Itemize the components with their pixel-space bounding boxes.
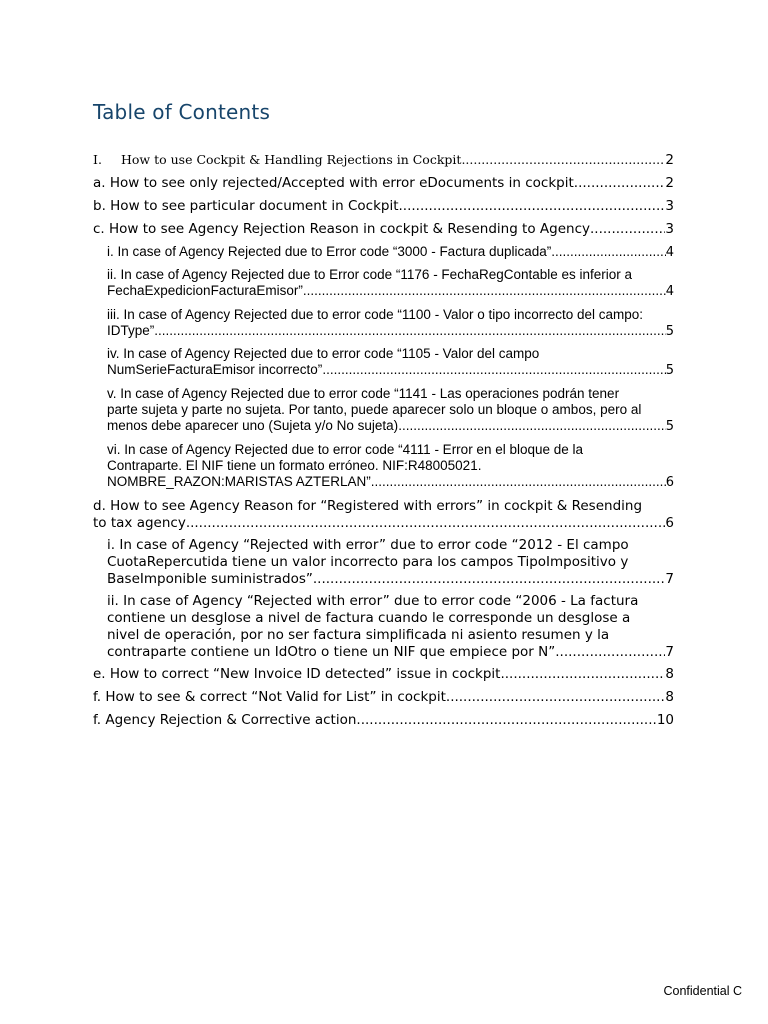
dot-leader bbox=[398, 418, 666, 434]
toc-entry-f-not-valid[interactable] bbox=[93, 689, 674, 706]
toc-entry-d[interactable] bbox=[93, 498, 674, 532]
toc-entry-c-iv[interactable] bbox=[107, 346, 674, 379]
dot-leader bbox=[356, 712, 656, 729]
toc-entry-page: 5 bbox=[665, 419, 674, 434]
toc-entry-page: 3 bbox=[665, 221, 674, 237]
dot-leader bbox=[399, 198, 666, 215]
dot-leader bbox=[371, 474, 666, 490]
toc-entry-line: menos debe aparecer uno (Sujeta y/o No sujeta) bbox=[107, 418, 399, 433]
toc-entry-line: ii. In case of Agency “Rejected with error” due to error code “2006 - La factura bbox=[107, 593, 639, 609]
toc-entry-c[interactable] bbox=[93, 221, 674, 238]
dot-leader bbox=[303, 283, 666, 299]
toc-entry-line: NumSerieFacturaEmisor incorrecto” bbox=[107, 362, 323, 377]
dot-leader bbox=[313, 571, 666, 588]
toc-entry-title: How to use Cockpit & Handling Rejections in Cockpit bbox=[121, 152, 462, 167]
toc-entry-c-i[interactable] bbox=[107, 244, 674, 261]
toc-entry-d-i[interactable] bbox=[107, 537, 674, 588]
toc-entry-line: contiene un desglose a nivel de factura cuando le corresponde un desglose a bbox=[107, 610, 631, 626]
toc-entry-line: nivel de operación, por no ser factura simplificada ni asiento resumen y la bbox=[107, 627, 610, 643]
toc-entry-b[interactable] bbox=[93, 198, 674, 215]
dot-leader bbox=[590, 221, 665, 238]
toc-entry-c-iii[interactable] bbox=[107, 307, 674, 340]
toc-entry-page: 10 bbox=[656, 712, 674, 728]
dot-leader bbox=[500, 666, 665, 683]
toc-entry-page: 8 bbox=[665, 689, 674, 705]
dot-leader bbox=[555, 244, 666, 260]
dot-leader bbox=[555, 644, 665, 661]
toc-entry-line: parte sujeta y parte no sujeta. Por tanto, puede aparecer solo un bloque o ambos, pero al bbox=[107, 402, 642, 417]
dot-leader bbox=[450, 689, 665, 706]
dot-leader bbox=[186, 515, 666, 532]
toc-entry-page: 2 bbox=[665, 152, 674, 168]
toc-entry-c-v[interactable] bbox=[107, 386, 674, 435]
toc-entry-line: BaseImponible suministrados” bbox=[107, 571, 313, 587]
toc-entry-page: 6 bbox=[665, 515, 674, 531]
toc-entry-d-ii[interactable] bbox=[107, 593, 674, 661]
toc-entry-f-agency-rejection[interactable] bbox=[93, 712, 674, 729]
toc-entry-line: f. How to see & correct “Not Valid for List” in cockpit. bbox=[93, 689, 451, 705]
toc-entry-page: 4 bbox=[665, 284, 674, 299]
toc-entry-page: 4 bbox=[665, 245, 674, 260]
confidentiality-footer: Confidential C bbox=[663, 984, 742, 998]
toc-entry-line: d. How to see Agency Reason for “Registered with errors” in cockpit & Resending bbox=[93, 498, 643, 514]
toc-heading: Table of Contents bbox=[93, 100, 271, 124]
toc-entry-line: Contraparte. El NIF tiene un formato erróneo. NIF:R48005021. bbox=[107, 458, 482, 473]
toc-entry-title: b. How to see particular document in Cockpit bbox=[93, 198, 399, 214]
toc-entry-line: contraparte contiene un IdOtro o tiene un NIF que empiece por N” bbox=[107, 644, 556, 660]
dot-leader bbox=[461, 152, 665, 167]
toc-entry-c-vi[interactable] bbox=[107, 442, 674, 491]
toc-entry-a[interactable] bbox=[93, 175, 674, 192]
toc-entry-line: IDType” bbox=[107, 323, 155, 338]
toc-entry-page: 8 bbox=[665, 666, 674, 682]
toc-entry-line: vi. In case of Agency Rejected due to error code “4111 - Error en el bloque de la bbox=[107, 442, 584, 457]
toc-entry-line: v. In case of Agency Rejected due to error code “1141 - Las operaciones podrán tener bbox=[107, 386, 620, 401]
toc-entry-page: 7 bbox=[665, 571, 674, 587]
dot-leader bbox=[154, 323, 665, 339]
toc-entry-line: FechaExpedicionFacturaEmisor” bbox=[107, 283, 303, 298]
toc-entry-line: f. Agency Rejection & Corrective action bbox=[93, 712, 357, 728]
toc-entry-line: NOMBRE_RAZON:MARISTAS AZTERLAN” bbox=[107, 474, 371, 489]
toc-entry-prefix: I. bbox=[93, 152, 102, 167]
toc-entry-section-1[interactable] bbox=[93, 152, 674, 168]
toc-entry-line: i. In case of Agency “Rejected with error” due to error code “2012 - El campo bbox=[107, 537, 629, 553]
toc-entry-line: e. How to correct “New Invoice ID detected” issue in cockpit bbox=[93, 666, 501, 682]
dot-leader bbox=[574, 175, 666, 192]
toc-entry-title: a. How to see only rejected/Accepted with error eDocuments in cockpit bbox=[93, 175, 574, 191]
toc-entry-line: CuotaRepercutida tiene un valor incorrecto para los campos TipoImpositivo y bbox=[107, 554, 629, 570]
toc-entry-line: iii. In case of Agency Rejected due to error code “1100 - Valor o tipo incorrecto del campo: bbox=[107, 307, 644, 322]
toc-entry-page: 5 bbox=[665, 324, 674, 339]
toc-entry-page: 7 bbox=[665, 644, 674, 660]
toc-entry-page: 2 bbox=[665, 175, 674, 191]
toc-entry-page: 3 bbox=[665, 198, 674, 214]
toc-entry-title: c. How to see Agency Rejection Reason in cockpit & Resending to Agency bbox=[93, 221, 590, 237]
toc-entry-c-ii[interactable] bbox=[107, 267, 674, 300]
dot-leader bbox=[322, 362, 665, 378]
toc-entry-line: iv. In case of Agency Rejected due to error code “1105 - Valor del campo bbox=[107, 346, 540, 361]
toc-entry-page: 6 bbox=[665, 475, 674, 490]
toc-entry-line: ii. In case of Agency Rejected due to Error code “1176 - FechaRegContable es inferior a bbox=[107, 267, 633, 282]
toc-entry-page: 5 bbox=[665, 363, 674, 378]
toc-entry-e[interactable] bbox=[93, 666, 674, 683]
toc-entry-line: to tax agency bbox=[93, 515, 186, 531]
toc-entry-line: i. In case of Agency Rejected due to Error code “3000 - Factura duplicada”. bbox=[107, 244, 555, 259]
